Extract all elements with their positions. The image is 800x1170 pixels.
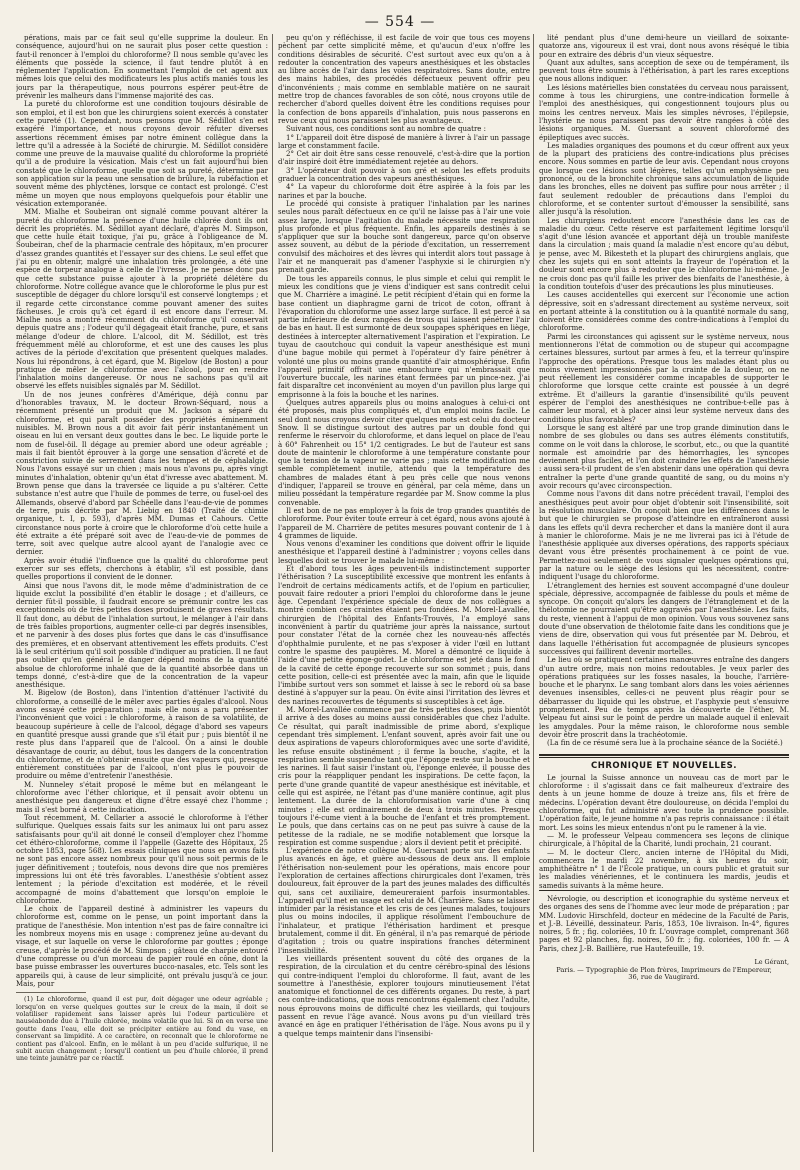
news-item: Le journal la Suisse annonce un nouveau cas de mort par le chloroforme : il s'agissait dans ce fait malheureux d'extraire des dents à un jeune homme de douze à treize ans, fils et frère de médecins. L'opération devant être douloureuse, on décida l'emploi du chloroforme, qui fut administré avec toute la prudence possible. L'opération faite, le jeune homme n'a pas repris connaissance : il était mort. Les soins les mieux entendus n'ont pu le ramener à la vie. <box>539 773 789 832</box>
section-divider <box>539 757 789 758</box>
paragraph: Parmi les circonstances qui agissent sur le système nerveux, nous mentionnerons l'état de commotion ou de stupeur qui accompagne certaines blessures, surtout par armes à feu, et la terreur qu'inspire l'approche des opérations. Presque tous les malades étant plus ou moins vivement impressionnés par la crainte de la douleur, on ne peut réellement les considérer comme incapables de supporter le chloroforme que lorsque cette crainte est poussée à un degré extrême. Et d'ailleurs la garantie d'insensibilité qu'ils peuvent espérer de l'emploi des anesthésiques ne contribue-t-elle pas à calmer leur moral, et à placer ainsi leur système nerveux dans des conditions plus favorables? <box>539 332 789 424</box>
paragraph: peu qu'on y réfléchisse, il est facile de voir que tous ces moyens pèchent par cette simplicité même, et qu'aucun d'eux n'offre les conditions désirables de sécurité. C'est surtout avec eux qu'on a à redouter la concentration des vapeurs anesthésiques et les obstacles au libre accès de l'air dans les voies respiratoires. Sans doute, entre des mains habiles, des procédés défectueux peuvent offrir peu d'inconvénients ; mais comme en semblable matière on ne saurait mettre trop de chances favorables de son côté, nous croyons utile de rechercher d'abord quelles doivent être les conditions requises pour la confection de bons appareils d'inhalation, puis nous passerons en revue ceux qui nous paraissent les plus avantageux. <box>278 34 530 125</box>
text-column-middle <box>278 34 530 1152</box>
section-divider <box>539 754 789 756</box>
paragraph: De tous les appareils connus, le plus simple et celui qui remplit le mieux les conditions que je viens d'indiquer est sans contredit celui que M. Charrière a imaginé. Le petit récipient d'étain qui en forme la base contient un diaphragme garni de tricot de coton, offrant à l'évaporation du chloroforme une assez large surface. Il est percé à sa partie inférieure de deux rangées de trous qui laissent pénétrer l'air de bas en haut. Il est surmonté de deux soupapes sphériques en liège, destinées à intercepter alternativement l'aspiration et l'expiration. Le tuyau de caoutchouc qui conduit la vapeur anesthésique est muni d'une bague mobile qui permet à l'opérateur d'y faire pénétrer à volonté une plus ou moins grande quantité d'air atmosphérique. Enfin l'appareil primitif offrait une embouchure qui n'embrassait que l'ouverture buccale, les narines étant fermées par un pince-nez. J'ai fait disparaître cet inconvénient au moyen d'un pavillon plus large qui emprisonne à la fois la bouche et les narines. <box>278 274 530 399</box>
paragraph: Les maladies organiques des poumons et du cœur offrent aux yeux de la plupart des praticiens des contre-indications plus précises encore. Nous sommes en partie de leur avis. Cependant nous croyons que lorsque ces lésions sont légères, telles qu'un emphysème peu prononcé, ou de la bronchite chronique sans accumulation de liquide dans les bronches, elles ne doivent pas suffire pour nous arrêter ; il faut seulement redoubler de précautions dans l'emploi du chloroforme, et se contenter surtout d'émousser la sensibilité, sans aller jusqu'à la résolution. <box>539 141 789 217</box>
printer-imprint <box>539 959 789 982</box>
paragraph: Les lésions matérielles bien constatées du cerveau nous paraissent, comme à tous les chirurgiens, une contre-indication formelle à l'emploi des anesthésiques, qui congestionnent toujours plus ou moins les centres nerveux. Mais les simples névroses, l'épilepsie, l'hystérie ne nous paraissent pas devoir être rangées à côté des lésions organiques. M. Guersant a souvent chloroformé des épileptiques avec succès. <box>539 83 789 142</box>
text-column-left <box>16 34 268 1152</box>
paragraph: lité pendant plus d'une demi-heure un vieillard de soixante-quatorze ans, vigoureux il est vrai, dont nous avons réséqué le tibia pour en extraire des débris d'un vieux séquestre. <box>539 34 789 59</box>
paragraph: Un de nos jeunes confrères d'Amérique, déjà connu par d'honorables travaux, M. le docteur Brown-Séquard, nous a récemment présenté un produit que M. Jackson a séparé du chloroforme, et qui paraît posséder des propriétés éminemment nuisibles. M. Brown nous a dit avoir fait périr instantanément un oiseau en lui en versant deux gouttes dans le bec. Le liquide porte le nom de fusel-öil. Il dégage au premier abord une odeur agréable ; mais il fait bientôt éprouver à la gorge une sensation d'âcreté et de constriction suivie de serrement dans les tempes et de céphalalgie. Nous l'avons essayé sur un chien ; mais nous n'avons pu, après vingt minutes d'inhalation, obtenir qu'un état d'ivresse avec abattement. M. Brown pense que dans la traversée ce liquide a pu s'altérer. Cette substance n'est autre que l'huile de pommes de terre, ou fusel-oel des Allemands, observé d'abord par Schéelle dans l'eau-de-vie de pommes de terre, puis décrite par M. Liebig en 1840 (Traité de chimie organique, t. I, p. 593), d'après MM. Dumas et Cahours. Cette circonstance nous porte à croire que le chloroforme d'où cette huile a été extraite a été préparé soit avec de l'eau-de-vie de pommes de terre, soit avec quelque autre alcool ayant de l'analogie avec ce dernier. <box>16 390 268 557</box>
news-item: — M. le docteur Clerc, ancien interne de l'Hôpital du Midi, commencera le mardi 22 novembre, à six heures du soir, amphithéâtre n° 1 de l'École pratique, un cours public et gratuit sur les maladies vénériennes, et le continuera les mardis, jeudis et samedis suivants à la même heure. <box>539 848 789 890</box>
book-notice: Névrologie, ou description et iconographie du système nerveux et des organes des sens de l'homme avec leur mode de préparation ; par MM. Ludovic Hirschfeld, docteur en médecine de la Faculté de Paris, et J.-B. Léveillé, dessinateur. Paris, 1853, 10e livraison. In-4°, figures noires, 5 fr. ; fig. coloriées, 10 fr. L'ouvrage complet, comprenant 368 pages et 92 planches, fig. noires, 50 fr. ; fig. coloriées, 100 fr. — A Paris, chez J.-B. Baillière, rue Hautefeuille, 19. <box>539 894 789 953</box>
paragraph: 2° Cet air doit être sans cesse renouvelé, c'est-à-dire que la portion d'air inspiré doit être immédiatement rejetée au dehors. <box>278 150 530 167</box>
paragraph: Le choix de l'appareil destiné à administrer les vapeurs du chloroforme est, comme on le pense, un point important dans la pratique de l'anesthésie. Mon intention n'est pas de faire connaître ici les nombreux moyens mis en usage : comprenez jeûne au-devant du visage, et sur laquelle on verse le chloroforme par gouttes ; éponge creuse, d'après le procédé de M. Simpson ; gâteau de charpie entouré d'une compresse ou d'un morceau de papier roulé en cône, dont la base puisse embrasser les ouvertures bucco-nasales, etc. Tels sont les appareils qui, à cause de leur simplicité, ont prévalu jusqu'à ce jour. Mais, pour <box>16 905 268 988</box>
paragraph: M. Nunneley s'était proposé le même but en mélangeant le chloroforme avec l'éther chlorique, et il pensait avoir obtenu un anesthésique peu dangereux et digne d'être essayé chez l'homme ; mais il s'est borné à cette indication. <box>16 780 268 814</box>
page-number: — 554 — <box>364 14 436 30</box>
paragraph: Ainsi que nous l'avons dit, le mode même d'administration de ce liquide exclut la possibilité d'en établir le dosage ; et d'ailleurs, ce dernier fût-il possible, il faudrait encore se prémunir contre les cas exceptionnels où de très petites doses produisent de graves résultats. Il faut donc, au début de l'inhalation surtout, le mélanger à l'air dans de très faibles proportions, augmenter celle-ci par degrés insensibles, et ne parvenir à des doses plus fortes que dans le cas d'insuffisance des premières, et en observant attentivement les effets produits. C'est là le seul critérium qu'il soit possible d'indiquer au praticien. Il ne faut pas oublier qu'en général le danger dépend moins de la quantité absolue de chloroforme inhalé que de la quantité absorbée dans un temps donné, c'est-à-dire que de la concentration de la vapeur anesthésique. <box>16 581 268 690</box>
paragraph: Comme nous l'avons dit dans notre précédent travail, l'emploi des anesthésiques peut avoir pour objet d'obtenir soit l'insensibilité, soit la résolution musculaire. On conçoit bien que les différences dans le but que le chirurgien se propose d'atteindre en entraîneront aussi dans les effets qu'il devra rechercher et dans la manière dont il aura à manier le chloroforme. Mais je ne me livrerai pas ici à l'étude de l'anesthésie appliquée aux diverses opérations, des rapports spéciaux devant vous être présentés prochainement à ce point de vue. Permettez-moi seulement de vous signaler quelques opérations qui, par la nature ou le siège des lésions qui les nécessitent, contre-indiquent l'usage du chloroforme. <box>539 490 789 582</box>
paragraph: 1° L'appareil doit être disposé de manière à livrer à l'air un passage large et constamment facile. <box>278 133 530 150</box>
continuation-note: (La fin de ce résumé sera lue à la prochaine séance de la Société.) <box>547 739 783 748</box>
paragraph: M. Bigelow (de Boston), dans l'intention d'atténuer l'activité du chloroforme, a conseillé de le mêler avec parties égales d'alcool. Nous avons essayé cette préparation ; mais elle nous a paru présenter l'inconvénient que voici : le chloroforme, à raison de sa volatilité, de beaucoup supérieure à celle de l'alcool, dégage d'abord ses vapeurs en quantité presque aussi grande que s'il était pur ; puis bientôt il ne reste plus dans l'appareil que de l'alcool. On a ainsi le double désavantage de courir, au début, tous les dangers de la concentration du chloroforme, et de n'obtenir ensuite que des vapeurs qui, presque entièrement constituées par de l'alcool, n'ont plus le pouvoir de produire ou même d'entretenir l'anesthésie. <box>16 689 268 781</box>
paragraph: L'étranglement des hernies est souvent accompagné d'une douleur spéciale, dépressive, accompagnée de faiblesse du pouls et même de syncope. On conçoit qu'alors les dangers de l'étranglement et de la thélotomie ne pourraient qu'être aggravés par l'anesthésie. Les faits, du reste, viennent à l'appui de mon opinion. Vous vous souvenez sans doute d'une observation de thélotomie faite dans les conditions que je viens de dire, observation qui vous fut présentée par M. Debrou, et dans laquelle l'éthérisation fut accompagnée de plusieurs syncopes successives qui faillirent devenir mortelles. <box>539 581 789 656</box>
footnote: (1) Le chloroforme, quand il est pur, doit dégager une odeur agréable ; lorsqu'on en verse quelques gouttes sur le creux de la main, il doit se volatiliser rapidement sans laisser après lui l'odeur particulière et nauséabonde due à l'huile chlorée, moins volatile que lui. Si on en verse une goutte dans l'eau, elle doit se précipiter entière au fond du vase, en conservant sa limpidité. A ce caractère, on reconnaît que le chloroforme ne contient pas d'alcool. Enfin, en le mêlant à un peu d'acide sulfurique, il ne subit aucun changement ; lorsqu'il contient un peu d'huile chlorée, il prend une teinte jaunâtre par ce réactif. <box>16 996 268 1063</box>
paragraph: Quelques autres appareils plus ou moins analogues à celui-ci ont été proposés, mais plus compliqués et, d'un emploi moins facile. Le seul dont nous croyons devoir citer quelques mots est celui du docteur Snow. Il se distingue surtout des autres par un double fond qui renferme le réservoir du chloroforme, et dans lequel on place de l'eau à 60° Fahrenheit ou 15° 1/2 centigrades. Le but de l'auteur est sans doute de maintenir le chloroforme à une température constante pour que la tension de la vapeur ne varie pas ; mais cette modification me semble complètement inutile, attendu que la température des chambres de malades étant à peu près celle que nous venons d'indiquer, l'appareil se trouve en général, par cela même, dans un milieu possédant la température regardée par M. Snow comme la plus convenable. <box>278 399 530 507</box>
paragraph: pérations, mais par ce fait seul qu'elle supprime la douleur. En conséquence, aujourd'hui on ne saurait plus poser cette question : faut-il renoncer à l'emploi du chloroforme? Il nous semble qu'avec les éléments que possède la science, il faut tendre plutôt à en réglementer l'application. En soumettant l'emploi de cet agent aux mêmes lois que celui des modificateurs les plus actifs maniés tous les jours par la thérapeutique, nous pourrons espérer peut-être de prévenir les malheurs dans l'immense majorité des cas. <box>16 34 268 101</box>
gerant-label: Le Gérant, <box>754 958 789 967</box>
paragraph: 4° La vapeur du chloroforme doit être aspirée à la fois par les narines et par la bouche. <box>278 183 530 200</box>
paragraph: Après avoir étudié l'influence que la qualité du chloroforme peut exercer sur ses effets, cherchons à établir, s'il est possible, dans quelles proportions il convient de le donner. <box>16 556 268 582</box>
text-column-right <box>539 34 789 1152</box>
paragraph: Les chirurgiens redoutent encore l'anesthésie dans les cas de maladie du cœur. Cette réserve est parfaitement légitime lorsqu'il s'agit d'une lésion avancée et apportant déjà un trouble manifeste dans la circulation ; mais quand la maladie n'est encore qu'au début, je pense, avec M. Bikesteth et la plupart des chirurgiens anglais, que chez les sujets qui en sont atteints la frayeur de l'opération et la douleur sont encore plus à redouter que le chloroforme lui-même. Je ne crois donc pas qu'il faille les priver des bienfaits de l'anesthésie, à la condition toutefois d'user des précautions les plus minutieuses. <box>539 216 789 291</box>
column-divider <box>272 34 273 1152</box>
paragraph: L'expérience de notre collègue M. Guersant porte sur des enfants plus avancés en âge, et guère au-dessous de deux ans. Il emploie l'éthérisation non-seulement pour les opérations, mais encore pour l'exploration de certaines affections chirurgicales dont l'examen, très douloureux, fait éprouver de la part des jeunes malades des difficultés qui, sans cet auxiliaire, demeureraient parfois insurmontables. L'appareil qu'il met en usage est celui de M. Charrière. Sans se laisser intimider par la résistance et les cris de ces jeunes malades, toujours plus ou moins indociles, il applique résolûment l'embouchure de l'inhalateur, et pratique l'éthérisation hardiment et presque brutalement, comme il dit. En général, il n'a pas remarqué de période d'agitation ; trois ou quatre inspirations franches déterminent l'insensibilité. <box>278 847 530 955</box>
printer-line: Paris. — Typographie de Plon frères, Imprimeurs de l'Empereur, <box>556 965 772 974</box>
section-heading-chronique: CHRONIQUE ET NOUVELLES. <box>591 760 737 771</box>
paragraph: 3° L'opérateur doit pouvoir à son gré et selon les effets produits graduer la concentration des vapeurs anesthésiques. <box>278 166 530 184</box>
paragraph: Le procédé qui consiste à pratiquer l'inhalation par les narines seules nous paraît défectueux en ce qu'il ne laisse pas à l'air une voie assez large, lorsque l'agitation du malade nécessite une respiration plus profonde et plus fréquente. Enfin, les appareils destinés à se s'appliquer que sur la bouche sont dangereux, parce qu'on observe assez souvent, au début de la période d'excitation, un resserrement convulsif des mâchoires et des lèvres qui interdit alors tout passage à l'air et ne manquerait pas d'amener l'asphyxie si le chirurgien n'y prenait garde. <box>278 199 530 275</box>
section-divider <box>539 890 789 891</box>
paragraph: Nous venons d'examiner les conditions que doivent offrir le liquide anesthésique et l'appareil destiné à l'administrer ; voyons celles dans lesquelles doit se trouver le malade lui-même : <box>278 540 530 565</box>
paragraph: Les causes accidentelles qui exercent sur l'économie une action dépressive, soit en s'adressant directement au système nerveux, soit en portant atteinte à la constitution ou à la quantité normale du sang, doivent être considérées comme des contre-indications à l'emploi du chloroforme. <box>539 291 789 333</box>
paragraph: MM. Mialhe et Soubeiran ont signalé comme pouvant altérer la pureté du chloroforme la présence d'une huile chlorée dont ils ont décrit les propriétés. M. Sédillot ayant déclaré, d'après M. Simpson, que cette huile était toxique, j'ai pu, grâce à l'obligeance de M. Soubeiran, chef de la pharmacie centrale des hôpitaux, m'en procurer d'assez grandes quantités et l'essayer sur des chiens. Le seul effet que j'ai pu en obtenir, malgré une inhalation très prolongée, a été une espèce de torpeur analogue à celle de l'ivresse. Je ne pense donc pas que cette substance puisse ajouter à la propriété délétère du chloroforme. Notre collègue avance que le chloroforme le plus pur est susceptible de dégager du chlore lorsqu'il est conservé longtemps ; et il regarde cette circonstance comme pouvant amener des suites fâcheuses. Je crois qu'à cet égard il est encore dans l'erreur. M. Mialhe nous a montré récemment du chloroforme qu'il conservait depuis quatre ans ; l'odeur qu'il dégageait était franche, pure, et sans mélange d'odeur de chlore. L'alcool, dit M. Sédillot, est très fréquemment mêlé au chloroforme, et est une des causes les plus actives de la période d'excitation que présentent quelques malades. Nous lui répondrons, à cet égard, que M. Bigelow (de Boston) a pour pratique de mêler le chloroforme avec l'alcool, pour en rendre l'inhalation moins dangereuse. Or nous ne sachons pas qu'il ait observé les effets nuisibles signalés par M. Sédillot. <box>16 208 268 391</box>
paragraph: La pureté du chloroforme est une condition toujours désirable de son emploi, et il est bon que les chirurgiens soient exercés à constater cette pureté (1). Cependant, nous pensons que M. Sédillot s'en est exagéré l'importance, et nous croyons devoir réfuter diverses assertions récemment émises par notre éminent collègue dans la lettre qu'il a adressée à la Société de chirurgie. M. Sédillot considère comme une preuve de la mauvaise qualité du chloroforme la propriété qu'il a de produire la vésication. Mais c'est un fait aujourd'hui bien constaté que le chloroforme, quelle que soit sa pureté, détermine par son application sur la peau une sensation de brûlure, la rubéfaction et souvent même des phlyctènes, lorsque ce contact est prolongé. C'est même un moyen que nous employons quelquefois pour établir une vésication extemporanée. <box>16 100 268 208</box>
printer-address: 36, rue de Vaugirard. <box>628 973 700 982</box>
column-divider <box>533 34 534 1152</box>
paragraph: Lorsque le sang est altéré par une trop grande diminution dans le nombre de ses globules ou dans ses autres éléments constitutifs, comme on le voit dans la chlorose, le scorbut, etc., ou que la quantité normale est amoindrie par des hémorrhagies, les syncopes deviennent plus faciles, et l'on doit craindre les effets de l'anesthésie : aussi sera-t-il prudent de s'en abstenir dans une opération qui devra entraîner la perte d'une grande quantité de sang, ou du moins n'y avoir recours qu'avec circonspection. <box>539 423 789 491</box>
paragraph: Le lieu où se pratiquent certaines manœuvres entraîne des dangers d'un autre ordre, mais non moins redoutables. Je veux parler des opérations pratiquées sur les fosses nasales, la bouche, l'arrière-bouche et le pharynx. Le sang tombant alors dans les voies aériennes devenues insensibles, celles-ci ne peuvent plus réagir pour se débarrasser du liquide qui les obstrue, et l'asphyxie peut s'ensuivre promptement. Peu de temps après la découverte de l'éther, M. Velpeau fut ainsi sur le point de perdre un malade auquel il enlevait les amygdales. Pour la même raison, le chloroforme nous semble devoir être proscrit dans la trachéotomie. <box>539 656 789 739</box>
footnote-divider <box>16 992 86 993</box>
paragraph: Quant aux adultes, sans acception de sexe ou de tempérament, ils peuvent tous être soumis à l'éthérisation, à part les rares exceptions que nous allons indiquer. <box>539 58 789 84</box>
news-item: — M. le professeur Velpeau commencera ses leçons de clinique chirurgicale, à l'hôpital de la Charité, lundi prochain, 21 courant. <box>539 831 789 849</box>
paragraph: Les vieillards présentent souvent du côté des organes de la respiration, de la circulation et du centre cérébro-spinal des lésions qui contre-indiquent l'emploi du chloroforme. Il faut, avant de les soumettre à l'anesthésie, explorer toujours minutieusement l'état anatomique et fonctionnel de ces différents organes. Du reste, à part ces contre-indications, que nous rencontrons également chez l'adulte, nous éprouvons moins de difficulté chez les vieillards, qui toujours passent en revue l'âge avancé. Nous avons pu d'un vieillard très avancé en âge en pratiquer l'éthérisation de l'âge. Nous avons pu il y a quelque temps maintenir dans l'insensibi- <box>278 954 530 1038</box>
paragraph: Et d'abord tous les âges peuvent-ils indistinctement supporter l'éthérisation ? La susceptibilité excessive que montrent les enfants à l'endroit de certains médicaments actifs, et de l'opium en particulier, pouvait faire redouter a priori l'emploi du chloroforme dans le jeune âge. Cependant l'expérience spéciale de deux de nos collègues a montré combien ces craintes étaient peu fondées. M. Morel-Lavallée, chirurgien de l'hôpital des Enfants-Trouvés, l'a employé sans inconvénient à partir du quatrième jour après la naissance, surtout pour constater l'état de la cornée chez les nouveau-nés affectés d'ophthalmie purulente, et ne pas s'exposer à vider l'œil en luttant contre le spasme des paupières. M. Morel a démontré ce liquide à l'aide d'une petite éponge-godet. Le chloroforme est jeté dans le fond de la cavité de cette éponge recouverte sur son sommet ; puis, dans cette position, celle-ci est présentée avec la main, afin que le liquide l'imbibe surtout vers son sommet et laisse à sec le rebord où sa base destiné à s'appuyer sur la peau. On évite ainsi l'irritation des lèvres et des narines recouvertes de téguments si susceptibles à cet âge. <box>278 565 530 706</box>
paragraph: Tout récemment, M. Cellarier a associé le chloroforme à l'éther sulfurique. Quelques essais faits sur les animaux lui ont paru assez satisfaisants pour qu'il ait donné le conseil d'employer chez l'homme cet éthéro-chloroforme, comme il l'appelle (Gazette des Hôpitaux, 25 octobre 1853, page 568). Les essais cliniques que nous en avons faits ne sont pas encore assez nombreux pour qu'il nous soit permis de le juger définitivement ; toutefois, nous devons dire que nos premières impressions lui ont été très favorables. L'anesthésie s'obtient assez lentement ; la période d'excitation est modérée, et le réveil accompagné de moins d'abattement que lorsqu'on emploie le chloroforme. <box>16 813 268 905</box>
paragraph: Suivant nous, ces conditions sont au nombre de quatre : <box>286 125 487 134</box>
paragraph: Il est bon de ne pas employer à la fois de trop grandes quantités de chloroforme. Pour éviter toute erreur à cet égard, nous avons ajouté à l'appareil de M. Charrière de petites mesures pouvant contenir de 1 à 4 grammes de liquide. <box>278 506 530 540</box>
paragraph: M. Morel-Lavallée commence par de très petites doses, puis bientôt il arrive à des doses au moins aussi considérables que chez l'adulte. Ce résultat, qui paraît inadmissible de prime abord, s'explique cependant très simplement. L'enfant souvent, après avoir fait une ou deux aspirations de vapeurs chloroformiques avec une sorte d'avidité, les refuse ensuite obstinément ; il ferme la bouche, s'agite, et la respiration semble suspendue tant que l'éponge reste sur la bouche et les narines. Il faut saisir l'instant où, l'éponge enlevée, il pousse des cris pour la réappliquer pendant les inspirations. De cette façon, la perte d'une grande quantité de vapeur anesthésique est inévitable, et celle qui est aspirée, ne l'étant pas d'une manière continue, agit plus lentement. La durée de la chloroformisation varie d'une à cinq minutes ; elle est ordinairement de deux à trois minutes. Presque toujours l'é-cume vient à la bouche de l'enfant et très promptement. Le pouls, que dans certains cas on ne peut pas suivre à cause de la petitesse de la radiale, ne se modifie notablement que lorsque la respiration est comme suspendue ; alors il devient petit et précipité. <box>278 706 530 847</box>
